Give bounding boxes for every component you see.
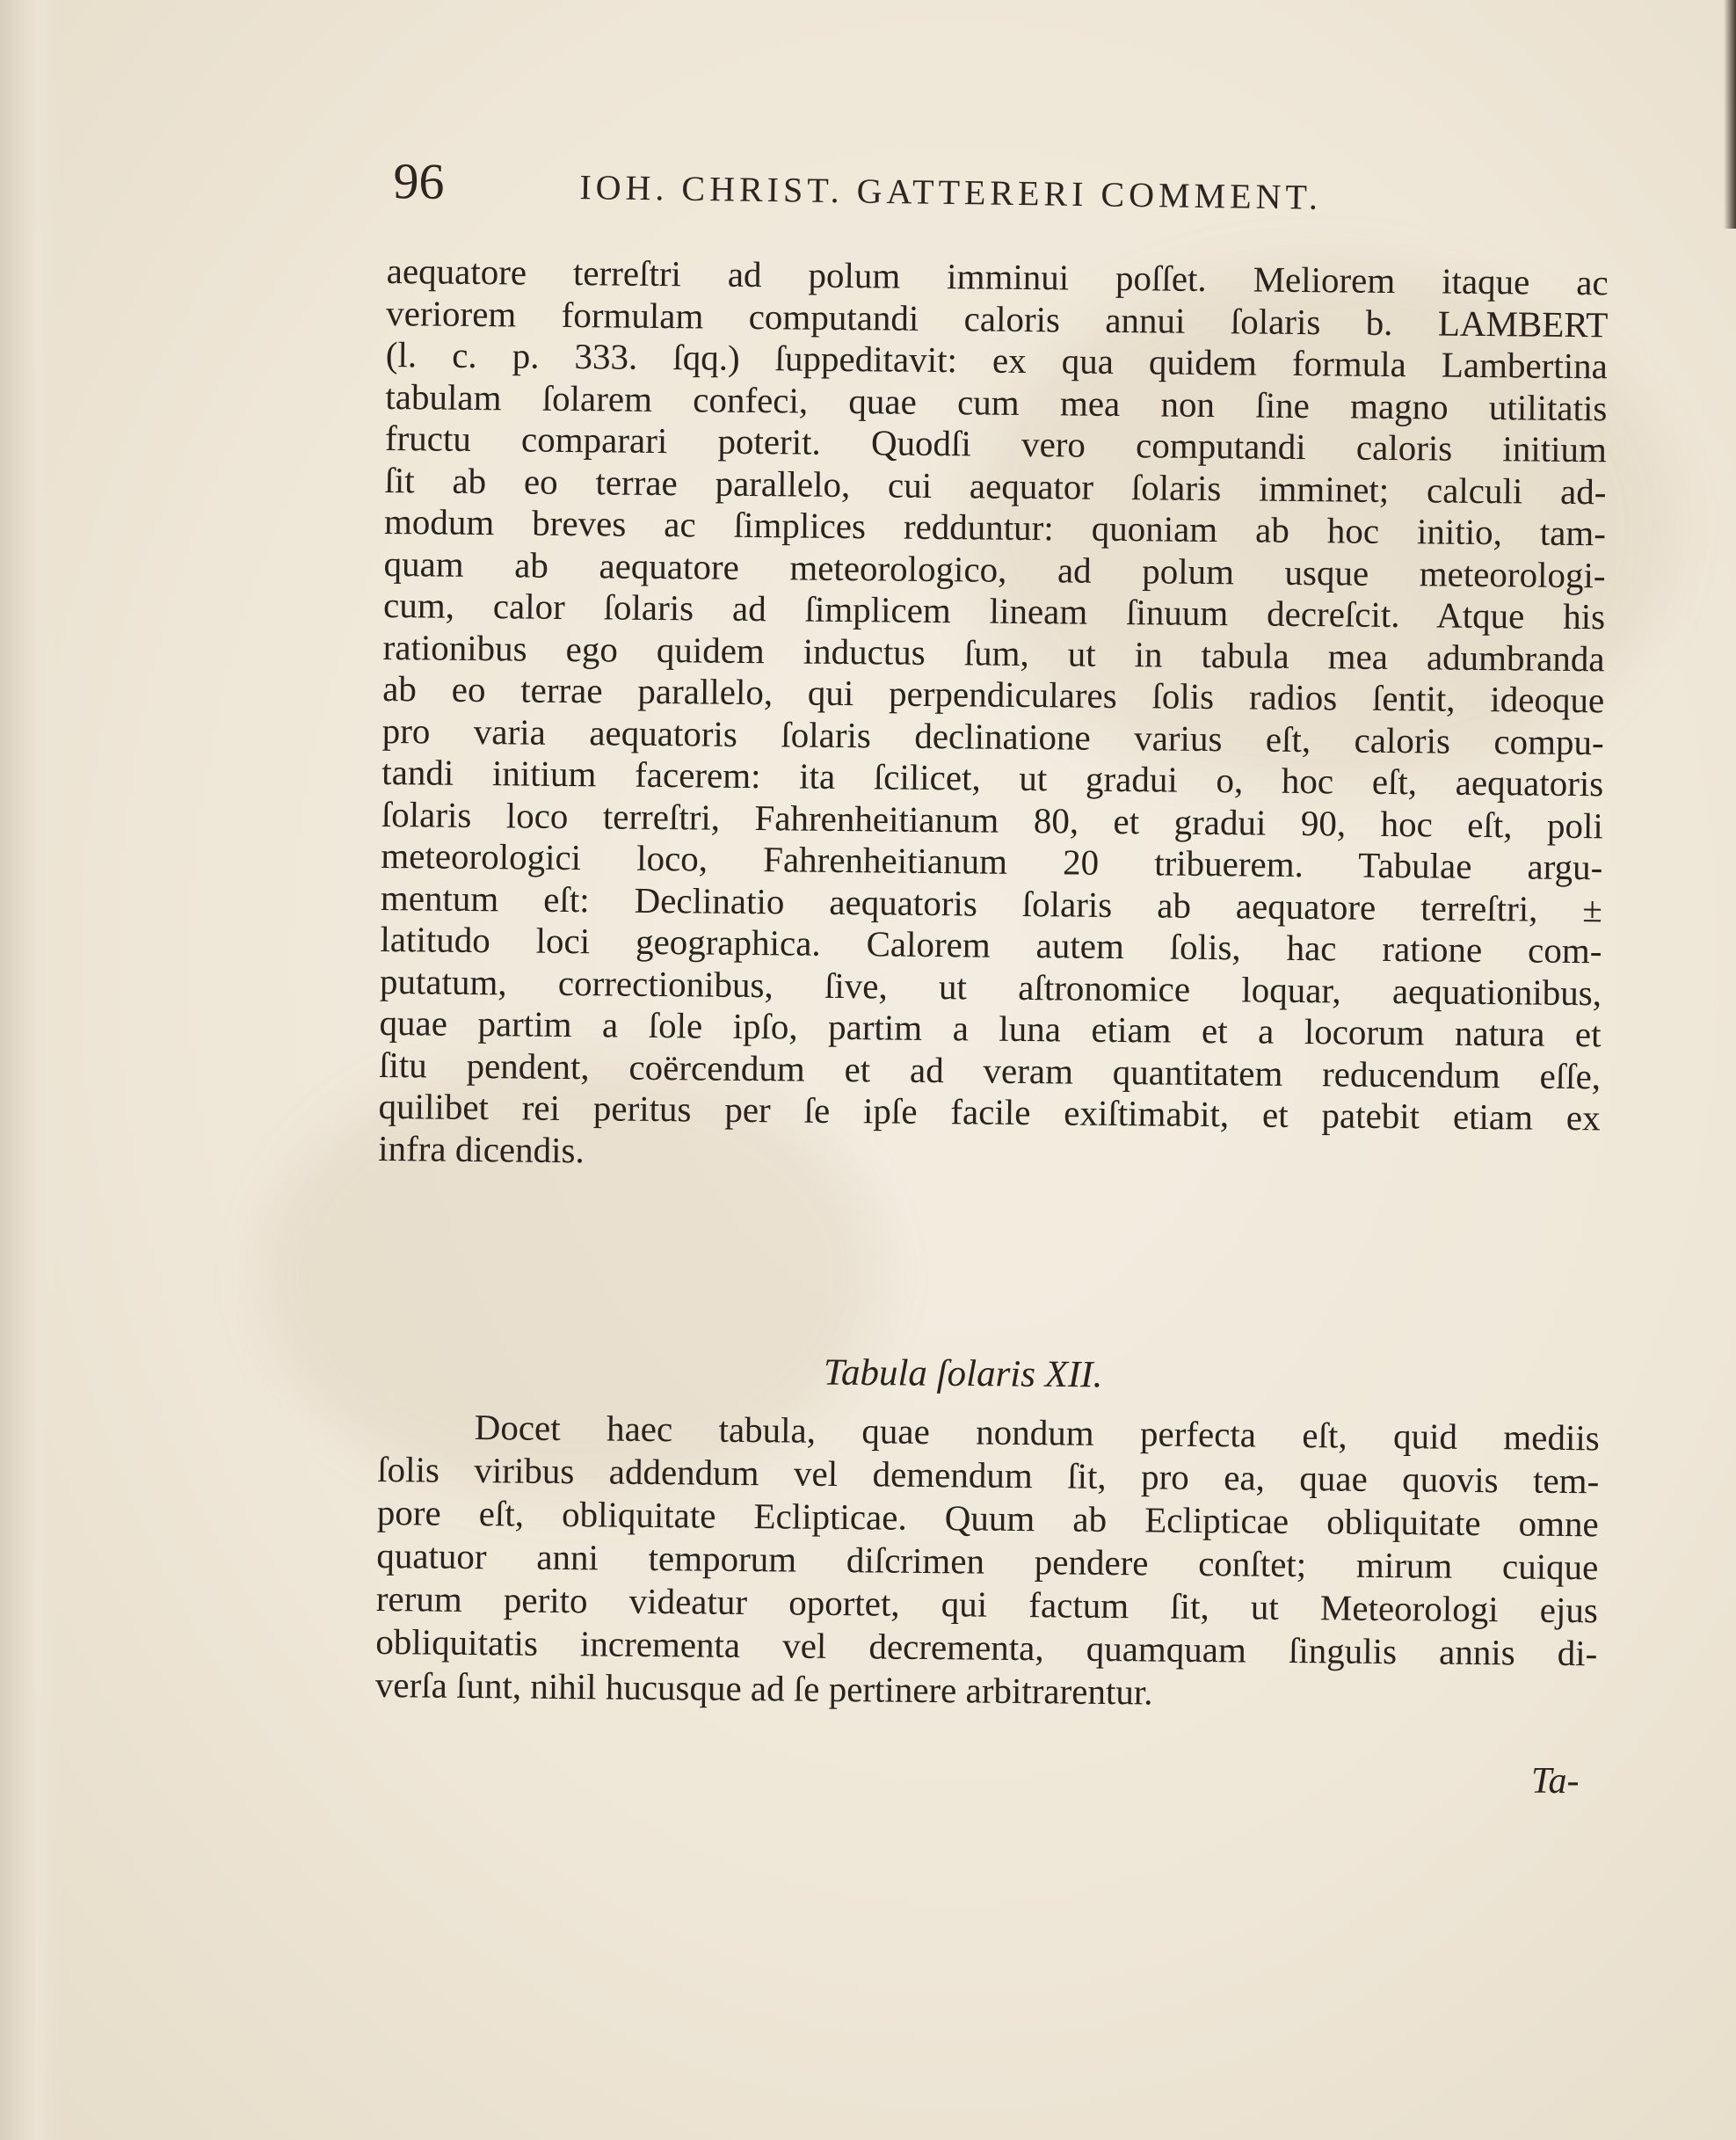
- binding-shadow: [0, 0, 62, 2140]
- text-line: ſitu pendent, coërcendum et ad veram quantitatem reducendum eſſe,: [378, 1044, 1602, 1096]
- text-line: meteorologici loco, Fahrenheitianum 20 tribuerem. Tabulae argu-: [381, 834, 1603, 888]
- text-line: ſolaris loco terreſtri, Fahrenheitianum 80, et gradui 90, hoc eſt, poli: [381, 793, 1604, 846]
- running-head: IOH. CHRIST. GATTERERI COMMENT.: [579, 167, 1323, 217]
- text-line: veriorem formulam computandi caloris annui ſolaris b. LAMBERT: [386, 292, 1609, 345]
- text-line: obliquitatis incrementa vel decrementa, quamquam ſingulis annis di-: [375, 1620, 1598, 1674]
- text-line: cum, calor ſolaris ad ſimplicem lineam ſinuum decreſcit. Atque his: [382, 584, 1606, 637]
- text-line: tandi initium facerem: ita ſcilicet, ut gradui o, hoc eſt, aequatoris: [381, 751, 1604, 804]
- main-paragraph: [378, 251, 1609, 1181]
- text-line: aequatore terreſtri ad polum imminui poſſet. Meliorem itaque ac: [386, 251, 1609, 303]
- page-edge-shadow: [1724, 0, 1736, 229]
- section-title: Tabula ſolaris XII.: [823, 1351, 1103, 1396]
- text-line: (l. c. p. 333. ſqq.) ſuppeditavit: ex qua quidem formula Lambertina: [385, 333, 1609, 387]
- text-line: verſa ſunt, nihil hucusque ad ſe pertinere arbitrarentur.: [374, 1663, 1153, 1713]
- text-line: quam ab aequatore meteorologico, ad polum usque meteorologi-: [383, 542, 1606, 595]
- text-line: ſolis viribus addendum vel demendum ſit, pro ea, quae quovis tem-: [377, 1448, 1600, 1502]
- text-line: pro varia aequatoris ſolaris declinatione varius eſt, caloris compu-: [381, 710, 1604, 762]
- page-header: [386, 148, 1442, 242]
- section-paragraph: [375, 1405, 1600, 1718]
- text-line: infra dicendis.: [377, 1127, 585, 1170]
- text-line: putatum, correctionibus, ſive, ut aſtronomice loquar, aequationibus,: [379, 960, 1602, 1013]
- text-line: ab eo terrae parallelo, qui perpendiculares ſolis radios ſentit, ideoque: [381, 667, 1605, 721]
- page-number: 96: [393, 152, 445, 210]
- text-line: quilibet rei peritus per ſe ipſe facile exiſtimabit, et patebit etiam ex: [378, 1085, 1601, 1139]
- text-line: rationibus ego quidem inductus ſum, ut in tabula mea adumbranda: [382, 626, 1605, 679]
- text-line: tabulam ſolarem confeci, quae cum mea non ſine magno utilitatis: [385, 375, 1608, 428]
- text-line: pore eſt, obliquitate Eclipticae. Quum ab Eclipticae obliquitate omne: [376, 1491, 1599, 1545]
- text-line: quae partim a ſole ipſo, partim a luna etiam et a locorum natura et: [379, 1001, 1602, 1055]
- text-line: rerum perito videatur oportet, qui factum ſit, ut Meteorologi ejus: [375, 1577, 1599, 1631]
- text-line: fructu comparari poterit. Quodſi vero computandi caloris initium: [384, 417, 1608, 470]
- text-line: quatuor anni temporum diſcrimen pendere conſtet; mirum cuique: [376, 1534, 1599, 1588]
- text-line: latitudo loci geographica. Calorem autem ſolis, hac ratione com-: [380, 918, 1602, 972]
- text-line: mentum eſt: Declinatio aequatoris ſolaris ab aequatore terreſtri, ±: [380, 877, 1603, 929]
- text-line: modum breves ac ſimplices redduntur: quoniam ab hoc initio, tam-: [383, 500, 1607, 554]
- text-line: ſit ab eo terrae parallelo, cui aequator ſolaris imminet; calculi ad-: [384, 459, 1607, 512]
- catchword: Ta-: [1531, 1761, 1580, 1802]
- text-line: Docet haec tabula, quae nondum perfecta eſt, quid mediis: [474, 1407, 1600, 1459]
